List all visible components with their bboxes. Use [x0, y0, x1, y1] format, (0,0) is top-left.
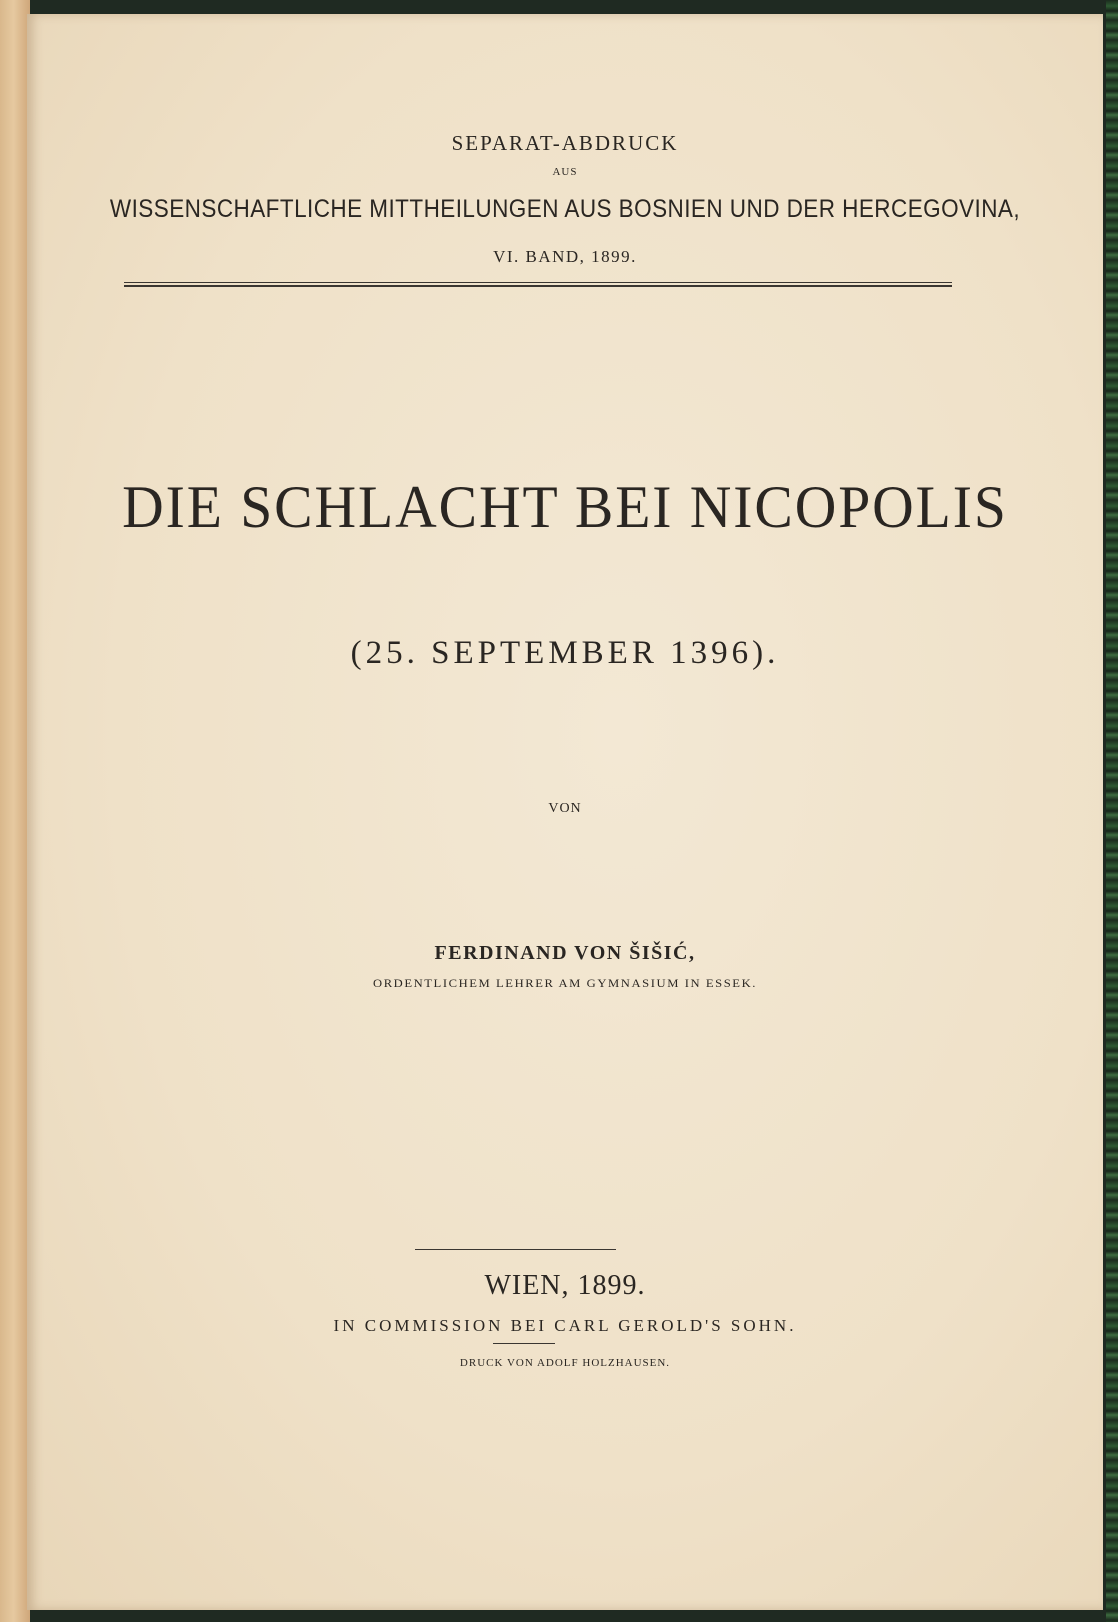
imprint-printer: DRUCK VON ADOLF HOLZHAUSEN.: [459, 1357, 671, 1369]
battle-date: (25. SEPTEMBER 1396).: [350, 635, 780, 671]
offprint-label: SEPARAT-ABDRUCK: [451, 131, 679, 155]
author-affiliation: ORDENTLICHEM LEHRER AM GYMNASIUM IN ESSEK.: [373, 976, 757, 990]
printer-rule: [493, 1343, 555, 1344]
journal-title: WISSENSCHAFTLICHE MITTHEILUNGEN AUS BOSNIEN UND DER HERCEGOVINA,: [109, 195, 1021, 223]
header-rule: [124, 282, 952, 287]
volume-line: VI. BAND, 1899.: [493, 247, 637, 266]
imprint-publisher: IN COMMISSION BEI CARL GEROLD'S SOHN.: [333, 1316, 797, 1335]
imprint-rule: [415, 1249, 616, 1250]
book-binding: [1106, 0, 1118, 1622]
previous-page-edge: [0, 0, 30, 1622]
main-title: DIE SCHLACHT BEI NICOPOLIS: [122, 474, 1008, 540]
aus-label: AUS: [552, 166, 578, 178]
imprint-place-year: WIEN, 1899.: [484, 1270, 646, 1301]
title-page: [27, 14, 1103, 1610]
by-label: VON: [548, 801, 582, 816]
author-name: FERDINAND VON ŠIŠIĆ,: [434, 942, 696, 964]
